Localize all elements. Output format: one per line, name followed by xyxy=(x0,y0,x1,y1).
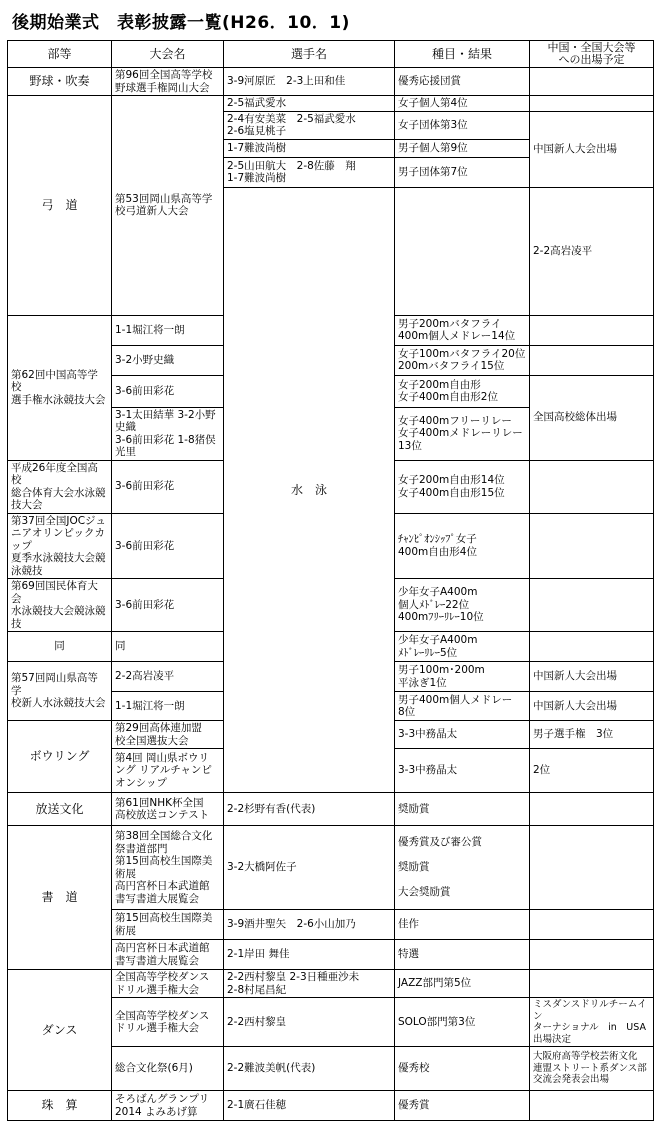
table-cell xyxy=(530,1091,654,1121)
table-cell: 男子団体第7位 xyxy=(395,157,530,187)
table-cell: 2-4有安美菜 2-5福武愛水 2-6塩見桃子 xyxy=(224,111,395,139)
table-cell: 2-2西村黎皇 xyxy=(224,998,395,1047)
table-row xyxy=(8,826,654,910)
table-cell: 男子選手権 3位 xyxy=(530,721,654,749)
table-cell: 少年女子A400m 個人ﾒﾄﾞﾚｰ22位 400mﾌﾘｰﾘﾚｰ10位 xyxy=(395,579,530,632)
table-cell: 2-2難波美帆(代表) xyxy=(224,1047,395,1091)
table-row xyxy=(8,970,654,998)
table-cell: 中国新人大会出場 xyxy=(530,692,654,721)
table-cell xyxy=(395,187,530,315)
table-cell xyxy=(530,315,654,345)
table-cell: 優秀賞 xyxy=(395,1091,530,1121)
header-cell: 部等 xyxy=(8,41,112,68)
table-cell xyxy=(530,345,654,375)
table-cell: 女子100mバタフライ20位 200mバタフライ15位 xyxy=(395,345,530,375)
table-cell: 男子100m･200m 平泳ぎ1位 xyxy=(395,662,530,692)
table-cell: 全国高校総体出場 xyxy=(530,375,654,460)
table-cell xyxy=(530,910,654,940)
table-cell: 1-7難波尚樹 xyxy=(224,139,395,157)
table-cell: 女子200m自由形14位 女子400m自由形15位 xyxy=(395,460,530,513)
table-cell: 野球・吹奏 xyxy=(8,68,112,96)
table-cell: 女子400mフリーリレー 女子400mメドレーリレー 13位 xyxy=(395,407,530,460)
page-title: 後期始業式 表彰披露一覧(H26．10．1) xyxy=(12,13,350,33)
table-cell: 2-5福武愛水 xyxy=(224,96,395,112)
table-cell: 優秀賞及び審公賞 奨励賞 大会奨励賞 xyxy=(395,826,530,910)
table-cell: 少年女子A400m ﾒﾄﾞﾚｰﾘﾚｰ5位 xyxy=(395,632,530,662)
table-cell: 第38回全国総合文化 祭書道部門 第15回高校生国際美 術展 高円宮杯日本武道館 書写書道大展覧会 xyxy=(112,826,224,910)
table-cell xyxy=(530,632,654,662)
table-cell xyxy=(530,68,654,96)
table-cell: 3-1太田結華 3-2小野史織 3-6前田彩花 1-8猪俣光里 xyxy=(112,407,224,460)
table-cell: SOLO部門第3位 xyxy=(395,998,530,1047)
table-cell: 2-2高岩凌平 xyxy=(112,662,224,692)
table-cell: 弓 道 xyxy=(8,96,112,316)
table-cell: 3-6前田彩花 xyxy=(112,460,224,513)
table-cell: 女子個人第4位 xyxy=(395,96,530,112)
table-cell: 第29回高体連加盟 校全国選抜大会 xyxy=(112,721,224,749)
table-cell: 第37回全国JOCジュ ニアオリンピックカップ 夏季水泳競技大会競 泳競技 xyxy=(8,513,112,579)
table-cell: 特選 xyxy=(395,940,530,970)
table-cell xyxy=(530,460,654,513)
table-cell: 3-6前田彩花 xyxy=(112,513,224,579)
table-cell: 3-6前田彩花 xyxy=(112,579,224,632)
table-cell: 同 xyxy=(8,632,112,662)
header-cell: 大会名 xyxy=(112,41,224,68)
table-cell: 優秀応援団賞 xyxy=(395,68,530,96)
table-cell: 第62回中国高等学校 選手権水泳競技大会 xyxy=(8,315,112,460)
table-cell: 2-1廣石佳穂 xyxy=(224,1091,395,1121)
table-cell: 第61回NHK杯全国 高校放送コンテスト xyxy=(112,793,224,826)
table-cell: 3-3中務晶太 xyxy=(395,721,530,749)
table-cell: ﾁｬﾝﾋﾟｵﾝｼｯﾌﾟ女子 400m自由形4位 xyxy=(395,513,530,579)
table-cell: 書 道 xyxy=(8,826,112,970)
table-cell: 2-2杉野有香(代表) xyxy=(224,793,395,826)
table-cell: 2-2高岩凌平 xyxy=(530,187,654,315)
table-cell: 優秀校 xyxy=(395,1047,530,1091)
table-cell: JAZZ部門第5位 xyxy=(395,970,530,998)
table-cell: 3-3中務晶太 xyxy=(395,749,530,793)
table-cell: 男子200mバタフライ 400m個人メドレー14位 xyxy=(395,315,530,345)
table-cell: 3-6前田彩花 xyxy=(112,375,224,407)
table-cell xyxy=(530,970,654,998)
header-cell: 選手名 xyxy=(224,41,395,68)
table-cell: 2-5山田航大 2-8佐藤 翔 1-7難波尚樹 xyxy=(224,157,395,187)
table-cell: 同 xyxy=(112,632,224,662)
table-row xyxy=(8,793,654,826)
table-cell: 男子400m個人メドレー 8位 xyxy=(395,692,530,721)
table-cell xyxy=(530,940,654,970)
table-cell: 第69回国民体育大会 水泳競技大会競泳競 技 xyxy=(8,579,112,632)
table-cell: 第96回全国高等学校 野球選手権岡山大会 xyxy=(112,68,224,96)
table-cell: 放送文化 xyxy=(8,793,112,826)
header-cell: 種目・結果 xyxy=(395,41,530,68)
table-cell: 第57回岡山県高等学 校新人水泳競技大会 xyxy=(8,662,112,721)
table-cell: 奨励賞 xyxy=(395,793,530,826)
table-cell xyxy=(530,793,654,826)
table-header-row xyxy=(8,41,654,68)
table-cell: ボウリング xyxy=(8,721,112,793)
table-cell xyxy=(530,826,654,910)
awards-table xyxy=(7,40,654,1121)
table-cell: 1-1堀江将一朗 xyxy=(112,315,224,345)
table-cell xyxy=(530,579,654,632)
table-cell: 男子個人第9位 xyxy=(395,139,530,157)
table-cell: 3-2小野史織 xyxy=(112,345,224,375)
table-cell: 3-9河原匠 2-3上田和佳 xyxy=(224,68,395,96)
table-cell: 平成26年度全国高校 総合体育大会水泳競 技大会 xyxy=(8,460,112,513)
table-cell: 2-2西村黎皇 2-3日種亜沙未 2-8村尾昌紀 xyxy=(224,970,395,998)
table-cell xyxy=(530,96,654,112)
table-cell: 2-1岸田 舞佳 xyxy=(224,940,395,970)
table-cell: 2位 xyxy=(530,749,654,793)
header-cell: 中国・全国大会等 への出場予定 xyxy=(530,41,654,68)
table-cell: 全国高等学校ダンス ドリル選手権大会 xyxy=(112,998,224,1047)
table-cell: 女子団体第3位 xyxy=(395,111,530,139)
table-cell: 女子200m自由形 女子400m自由形2位 xyxy=(395,375,530,407)
table-cell: 総合文化祭(6月) xyxy=(112,1047,224,1091)
table-cell: 全国高等学校ダンス ドリル選手権大会 xyxy=(112,970,224,998)
table-cell: 中国新人大会出場 xyxy=(530,111,654,187)
table-cell: ダンス xyxy=(8,970,112,1091)
table-cell: 中国新人大会出場 xyxy=(530,662,654,692)
table-cell: 佳作 xyxy=(395,910,530,940)
table-cell: 水 泳 xyxy=(224,187,395,793)
table-row xyxy=(8,68,654,96)
table-row xyxy=(8,1091,654,1121)
table-cell: ミスダンスドリルチームイン ターナショナル in USA 出場決定 xyxy=(530,998,654,1047)
table-cell: 3-9酒井聖矢 2-6小山加乃 xyxy=(224,910,395,940)
table-cell: 3-2大橋阿佐子 xyxy=(224,826,395,910)
table-cell: 第53回岡山県高等学 校弓道新人大会 xyxy=(112,96,224,316)
table-body xyxy=(8,68,654,1121)
table-cell: 珠 算 xyxy=(8,1091,112,1121)
table-cell: 第15回高校生国際美 術展 xyxy=(112,910,224,940)
table-cell xyxy=(530,513,654,579)
table-cell: そろばんグランプリ 2014 よみあげ算 xyxy=(112,1091,224,1121)
table-cell: 1-1堀江将一朗 xyxy=(112,692,224,721)
table-cell: 第4回 岡山県ボウリ ング リアルチャンピ オンシップ xyxy=(112,749,224,793)
table-cell: 大阪府高等学校芸術文化 連盟ストリート系ダンス部 交流会発表会出場 xyxy=(530,1047,654,1091)
table-row xyxy=(8,96,654,112)
table-cell: 高円宮杯日本武道館 書写書道大展覧会 xyxy=(112,940,224,970)
